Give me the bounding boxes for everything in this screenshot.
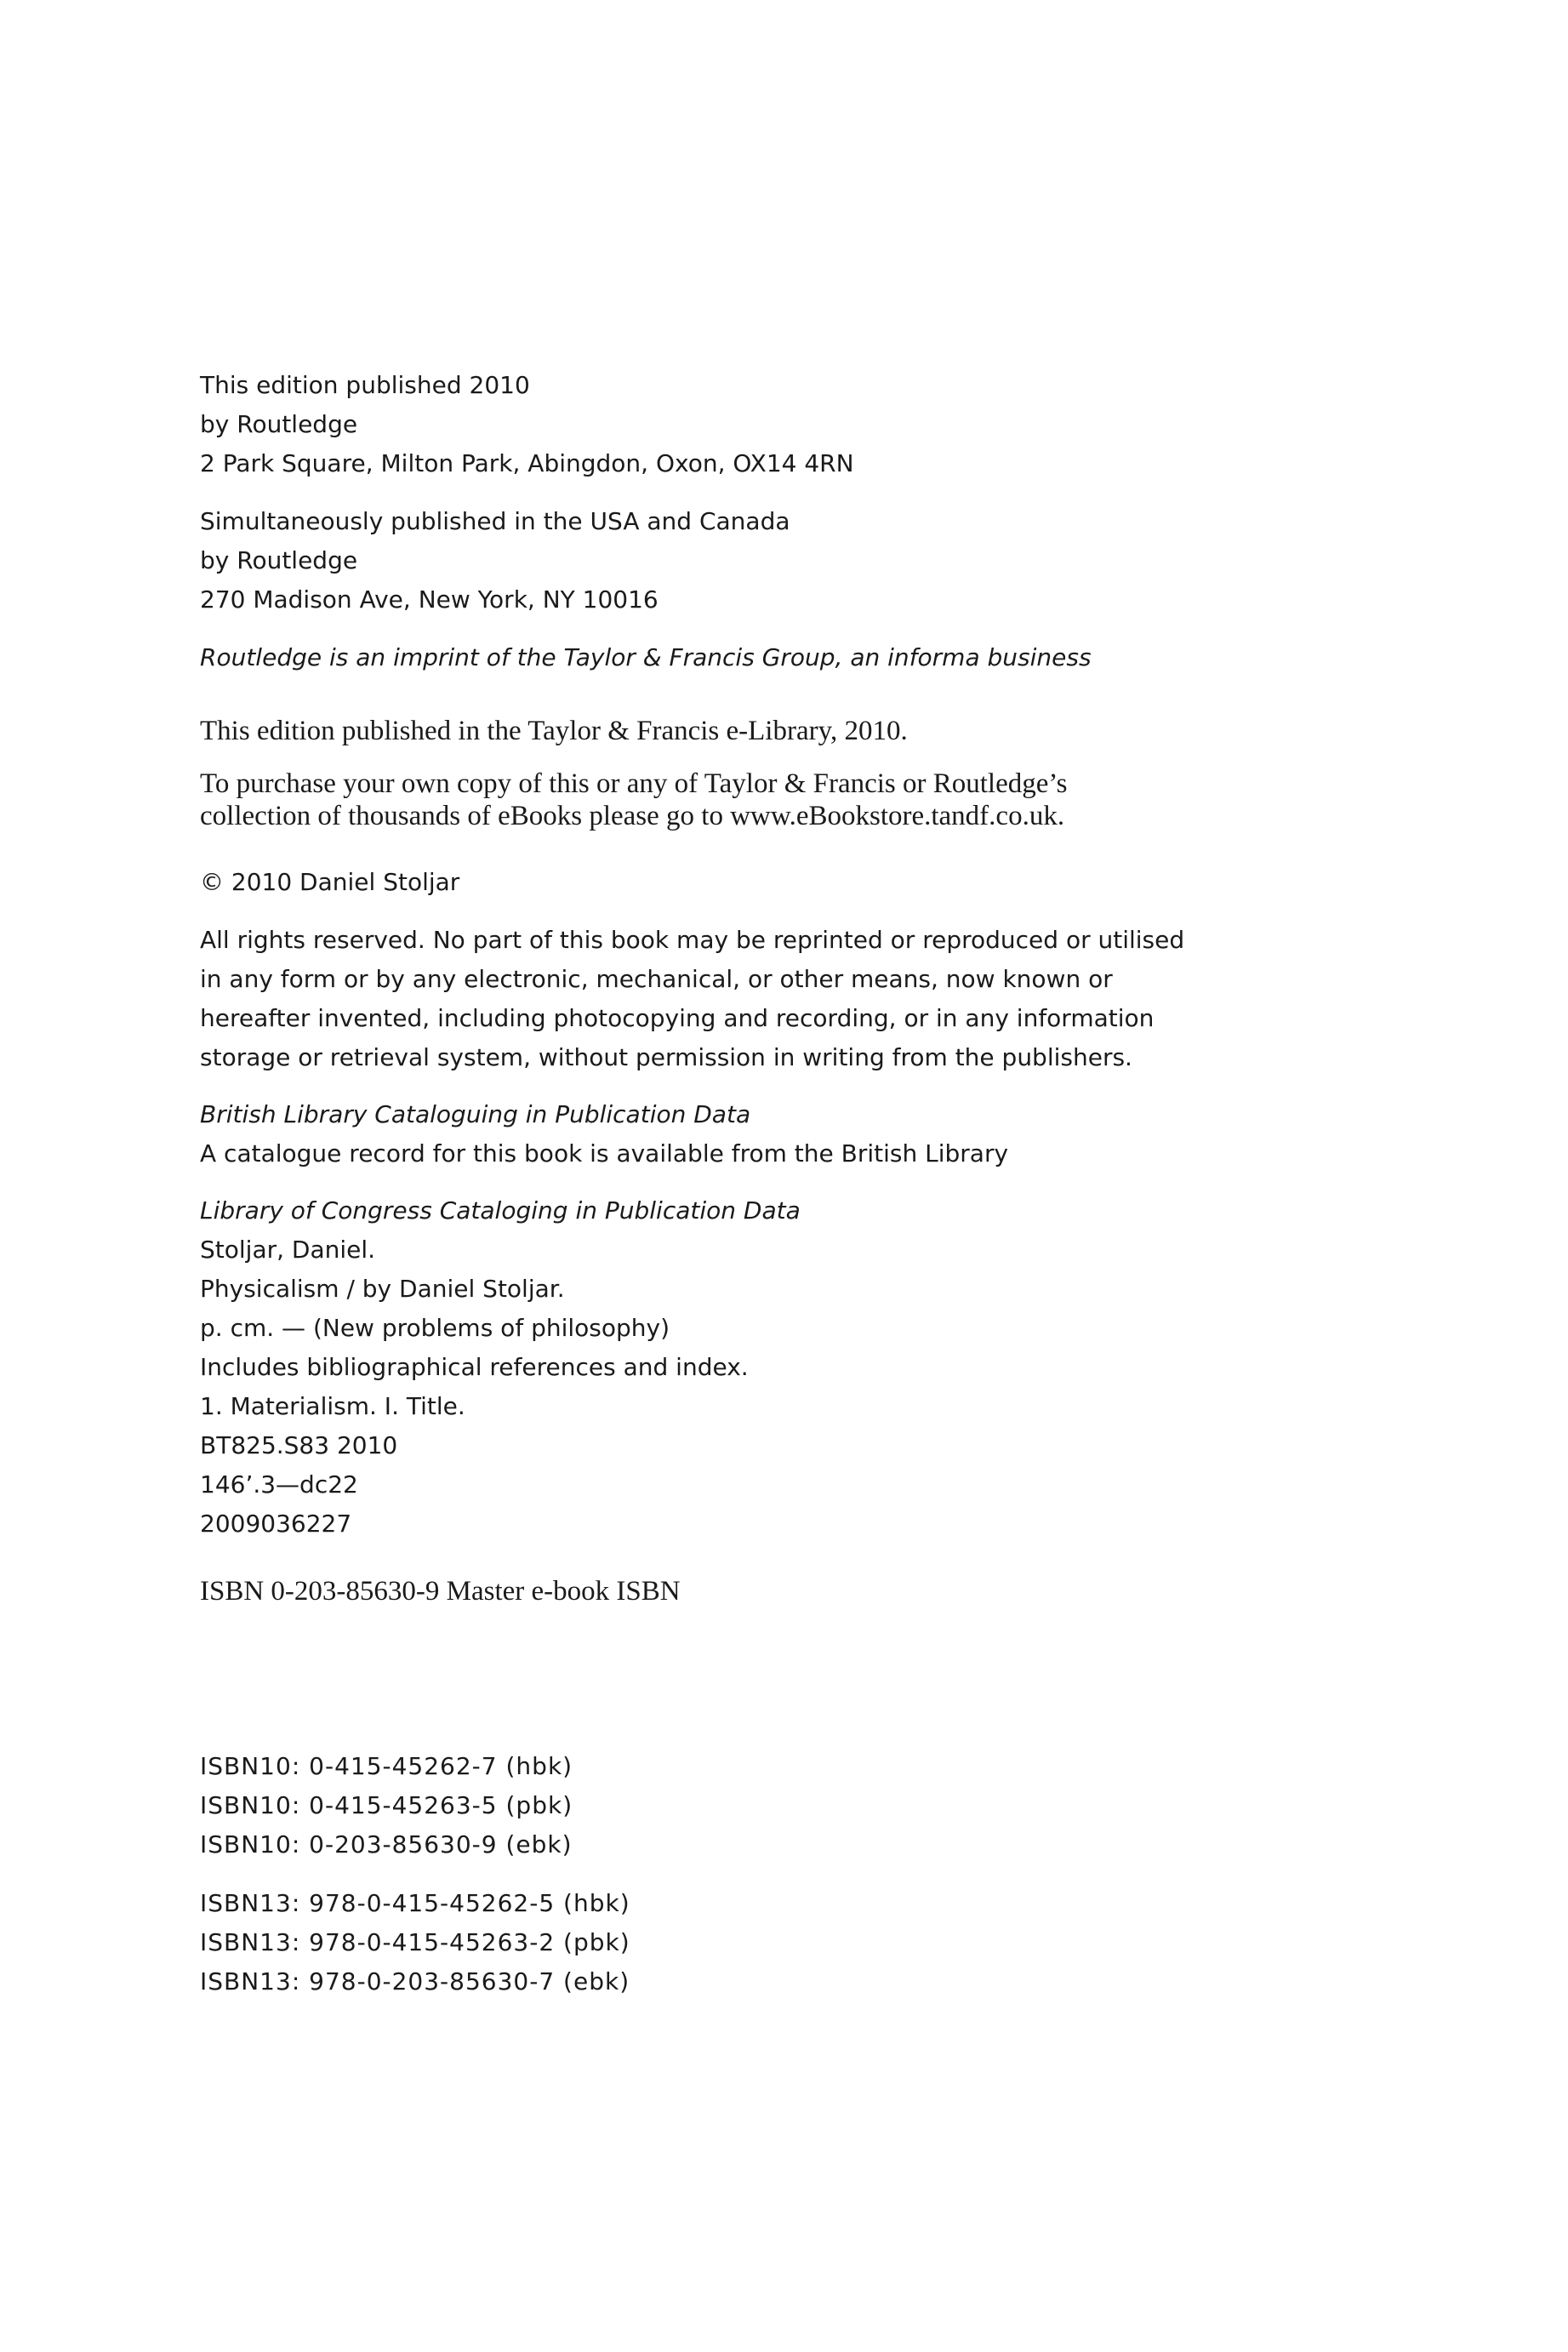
loc-line: Includes bibliographical references and index. [200,1353,749,1381]
publisher-address: 2 Park Square, Milton Park, Abingdon, Oxon, OX14 4RN [200,449,854,477]
purchase-line-1: To purchase your own copy of this or any of Taylor & Francis or Routledge’s [200,768,1068,799]
elibrary-line: This edition published in the Taylor & Francis e-Library, 2010. [200,716,908,746]
rights-line: storage or retrieval system, without permission in writing from the publishers. [200,1043,1132,1071]
isbn13-line: ISBN13: 978-0-415-45262-5 (hbk) [200,1889,630,1917]
loc-heading: Library of Congress Cataloging in Publication Data [200,1196,801,1225]
loc-line: 2009036227 [200,1510,352,1538]
isbn10-line: ISBN10: 0-203-85630-9 (ebk) [200,1830,573,1858]
loc-line: Stoljar, Daniel. [200,1236,376,1264]
us-publisher-address: 270 Madison Ave, New York, NY 10016 [200,585,659,614]
loc-line: BT825.S83 2010 [200,1431,398,1459]
loc-line: 146’.3—dc22 [200,1470,358,1499]
rights-line: All rights reserved. No part of this book may be reprinted or reproduced or utilised [200,926,1185,954]
british-library-text: A catalogue record for this book is available from the British Library [200,1139,1009,1167]
us-publisher-line: by Routledge [200,546,358,574]
copyright-line: © 2010 Daniel Stoljar [200,868,460,896]
rights-line: in any form or by any electronic, mechanical, or other means, now known or [200,965,1113,993]
isbn10-line: ISBN10: 0-415-45263-5 (pbk) [200,1791,573,1819]
us-publication-line: Simultaneously published in the USA and Canada [200,507,790,535]
purchase-line-2: collection of thousands of eBooks please go to www.eBookstore.tandf.co.uk. [200,801,1065,831]
isbn13-line: ISBN13: 978-0-203-85630-7 (ebk) [200,1967,630,1995]
loc-line: p. cm. — (New problems of philosophy) [200,1314,670,1342]
master-isbn: ISBN 0-203-85630-9 Master e-book ISBN [200,1576,681,1607]
isbn10-line: ISBN10: 0-415-45262-7 (hbk) [200,1752,573,1780]
publisher-line: by Routledge [200,410,358,438]
loc-line: 1. Materialism. I. Title. [200,1392,465,1420]
loc-line: Physicalism / by Daniel Stoljar. [200,1275,565,1303]
isbn13-line: ISBN13: 978-0-415-45263-2 (pbk) [200,1928,630,1956]
imprint-line: Routledge is an imprint of the Taylor & Francis Group, an informa business [200,643,1092,671]
edition-line: This edition published 2010 [200,371,530,399]
british-library-heading: British Library Cataloguing in Publication Data [200,1100,751,1128]
rights-line: hereafter invented, including photocopying and recording, or in any information [200,1004,1155,1032]
